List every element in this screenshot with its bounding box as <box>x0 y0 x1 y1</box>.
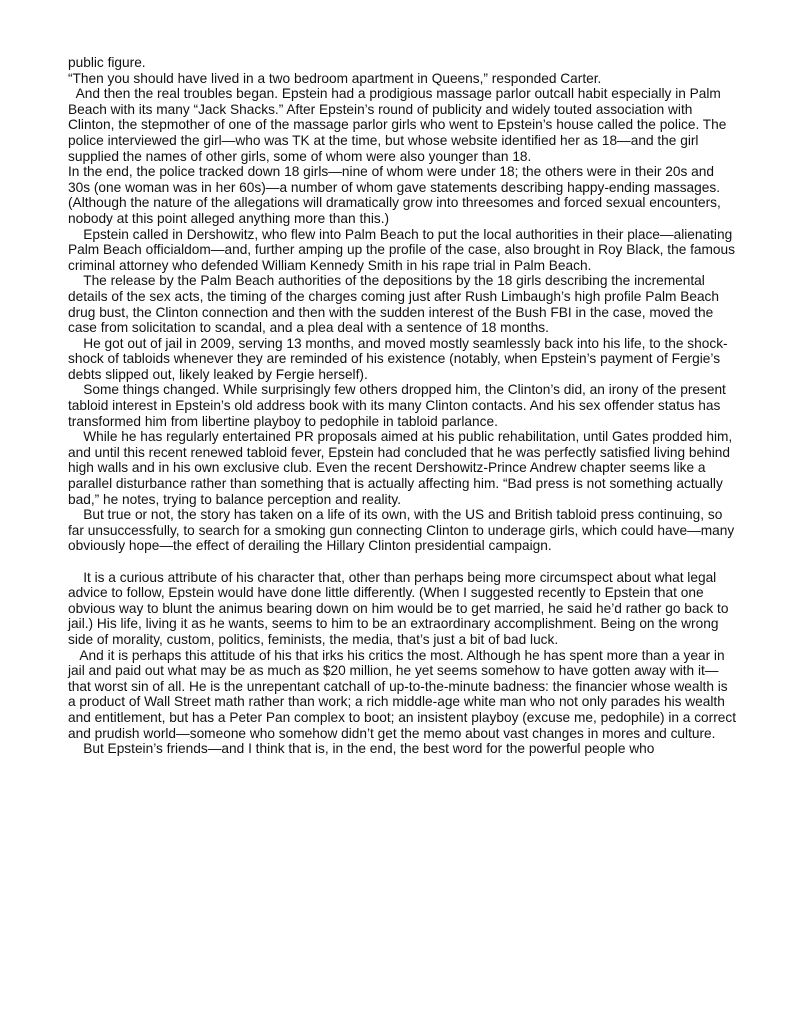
paragraph-9: While he has regularly entertained PR proposals aimed at his public rehabilitation, until Gates prodded him, and until this recent renewed tabloid fever, Epstein had concluded that he was perfectly satisfied living behind high walls and in his own exclusive club. Even the recent Dershowitz-Prince Andrew chapter seems like a parallel disturbance rather than something that is actually affecting him. “Bad press is not something actually bad,” he notes, trying to balance perception and reality. <box>68 429 733 507</box>
paragraph-7: He got out of jail in 2009, serving 13 months, and moved mostly seamlessly back into his life, to the shock-shock of tabloids whenever they are reminded of his existence (notably, when Epstein’s payment of Fergie’s debts slipped out, likely leaked by Fergie herself). <box>68 335 728 382</box>
paragraph-13: But Epstein’s friends—and I think that is, in the end, the best word for the powerful people who <box>68 741 655 757</box>
paragraph-10: But true or not, the story has taken on a life of its own, with the US and British tabloid press continuing, so far unsuccessfully, to search for a smoking gun connecting Clinton to underage girls, which could have—many obviously hope—the effect of derailing the Hillary Clinton presidential campaign. <box>68 507 735 554</box>
paragraph-6: The release by the Palm Beach authorities of the depositions by the 18 girls describing the incremental details of the sex acts, the timing of the charges coming just after Rush Limbaugh’s high profile Palm Beach drug bust, the Clinton connection and then with the sudden interest of the Bush FBI in the case, moved the case from solicitation to scandal, and a plea deal with a sentence of 18 months. <box>68 273 720 336</box>
paragraph-8: Some things changed. While surprisingly few others dropped him, the Clinton’s did, an irony of the present tabloid interest in Epstein’s old address book with its many Clinton contacts. And his sex offender status has transformed him from libertine playboy to pedophile in tabloid parlance. <box>68 382 726 429</box>
paragraph-12: And it is perhaps this attitude of his that irks his critics the most. Although he has spent more than a year in jail and paid out what may be as much as $20 million, he yet seems somehow to have gotten away with it—that worst sin of all. He is the unrepentant catchall of up-to-the-minute badness: the financier whose wealth is a product of Wall Street math rather than work; a rich middle-age white man who not only parades his wealth and entitlement, but has a Peter Pan complex to boot; an insistent playboy (excuse me, pedophile) in a correct and prudish world—someone who somehow didn’t get the memo about vast changes in mores and culture. <box>68 647 737 741</box>
paragraph-2: “Then you should have lived in a two bedroom apartment in Queens,” responded Carter. <box>68 70 602 86</box>
paragraph-4: In the end, the police tracked down 18 girls—nine of whom were under 18; the others were in their 20s and 30s (one woman was in her 60s)—a number of whom gave statements describing happy-ending massages. (Although the nature of the allegations will dramatically grow into threesomes and forced sexual encounters, nobody at this point alleged anything more than this.) <box>68 164 721 226</box>
paragraph-3: And then the real troubles began. Epstein had a prodigious massage parlor outcall habit especially in Palm Beach with its many “Jack Shacks.” After Epstein’s round of publicity and widely touted association with Clinton, the stepmother of one of the massage parlor girls who went to Epstein’s house called the police. The police interviewed the girl—who was TK at the time, but whose website identified her as 18—and the girl supplied the names of other girls, some of whom were also younger than 18. <box>68 86 727 164</box>
section-break <box>68 554 738 570</box>
paragraph-11: It is a curious attribute of his character that, other than perhaps being more circumspect about what legal advice to follow, Epstein would have done little differently. (When I suggested recently to Epstein that one obvious way to blunt the animus bearing down on him would be to get married, he said he’d rather go back to jail.) His life, living it as he wants, seems to him to be an extraordinary accomplishment. Being on the wrong side of morality, custom, politics, feminists, the media, that’s just a bit of bad luck. <box>68 569 729 647</box>
paragraph-5: Epstein called in Dershowitz, who flew into Palm Beach to put the local authorities in their place—alienating Palm Beach officialdom—and, further amping up the profile of the case, also brought in Roy Black, the famous criminal attorney who defended William Kennedy Smith in his rape trial in Palm Beach. <box>68 226 735 273</box>
document-page <box>68 55 738 757</box>
paragraph-1: public figure. <box>68 55 146 70</box>
